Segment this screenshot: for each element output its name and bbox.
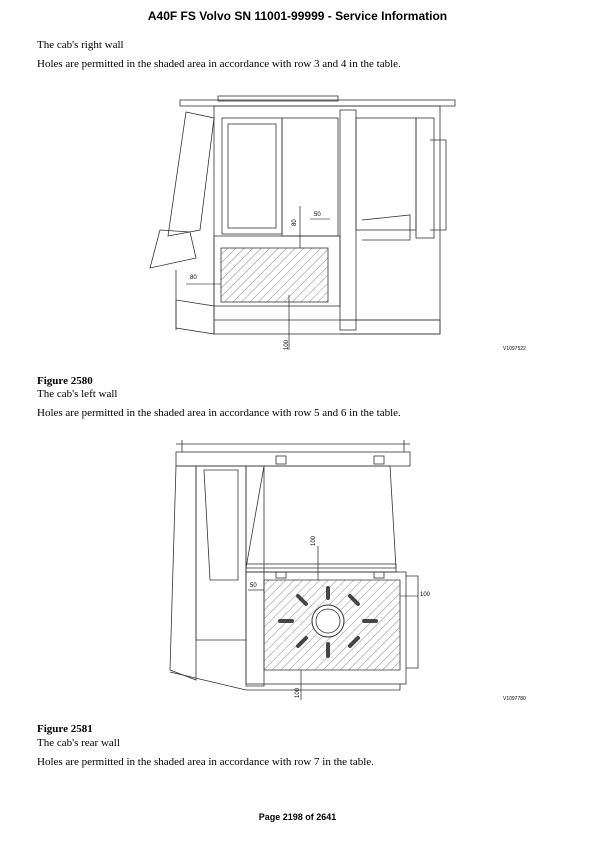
figure-left-wall-drawing (0, 432, 595, 706)
figure-2580-note: Holes are permitted in the shaded area in accordance with row 5 and 6 in the table. (37, 407, 401, 419)
dim-50: 50 (250, 583, 257, 589)
dim-80-horizontal: 80 (190, 275, 197, 281)
page-header: A40F FS Volvo SN 11001-99999 - Service Information (147, 9, 448, 23)
shaded-hole-area (221, 248, 328, 302)
section-note-right-wall: Holes are permitted in the shaded area in accordance with row 3 and 4 in the table. (37, 58, 401, 70)
dim-100-right: 100 (420, 592, 431, 598)
figure-2581-note: Holes are permitted in the shaded area in accordance with row 7 in the table. (37, 756, 374, 768)
figure-ref-code: V1097522 (503, 346, 526, 352)
dim-50: 50 (314, 212, 321, 218)
figure-2580-caption: The cab's left wall (37, 388, 118, 400)
dim-100: 100 (284, 339, 290, 350)
figure-2581-caption: The cab's rear wall (37, 737, 120, 749)
right-wall-diagram (0, 84, 595, 358)
left-wall-diagram (0, 432, 595, 706)
dim-80-vertical: 80 (292, 219, 298, 226)
figure-2581-title: Figure 2581 (37, 723, 93, 735)
section-caption-right-wall: The cab's right wall (37, 39, 124, 51)
dim-100-top: 100 (311, 535, 317, 546)
page-number: Page 2198 of 2641 (258, 812, 337, 822)
figure-ref-code: V1097780 (503, 696, 526, 702)
figure-2580-title: Figure 2580 (37, 375, 93, 387)
figure-right-wall-drawing (0, 84, 595, 358)
dim-100-bottom: 100 (295, 687, 301, 698)
